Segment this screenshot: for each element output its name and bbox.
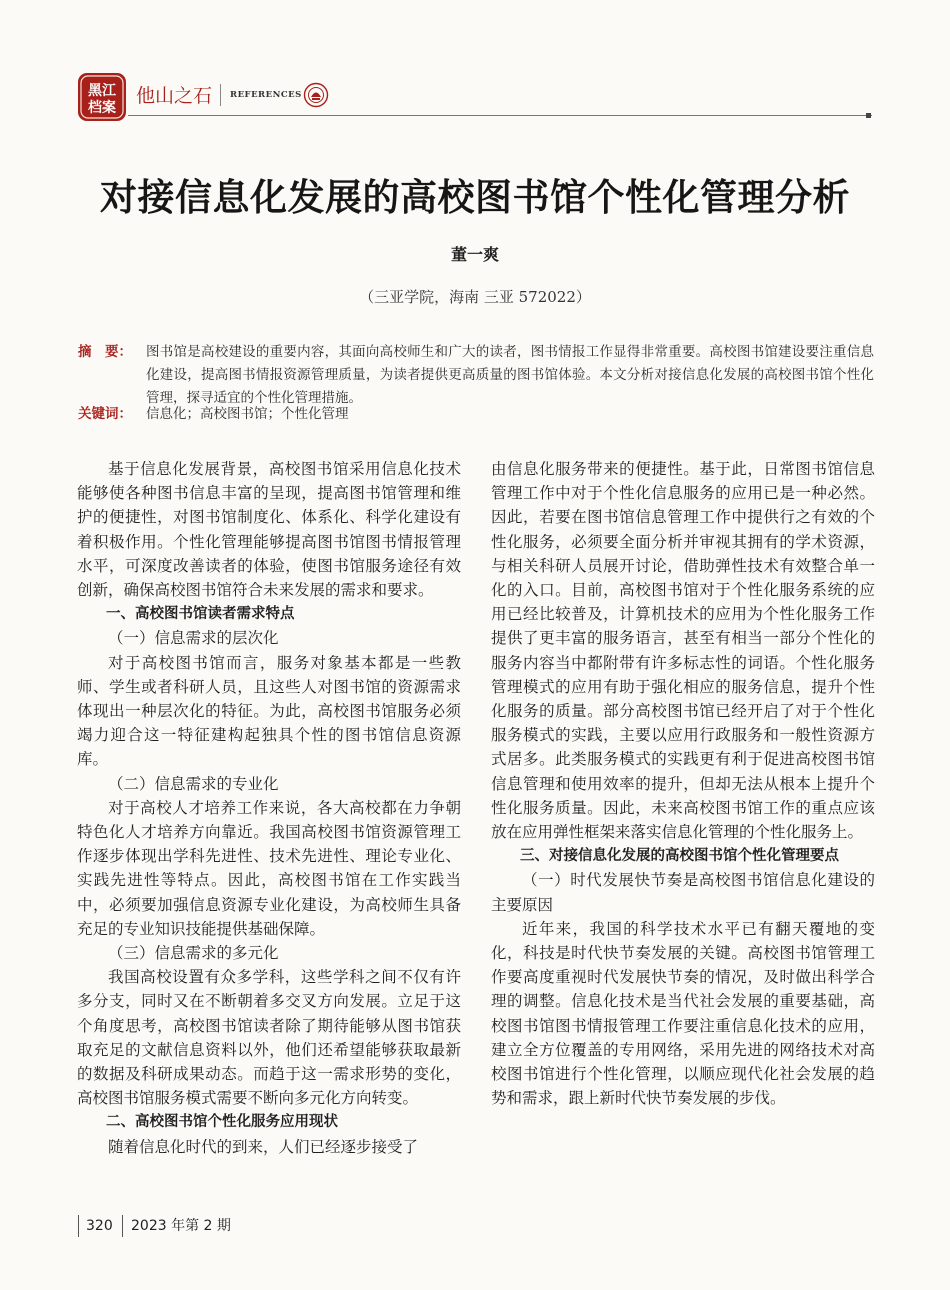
paragraph: 我国高校设置有众多学科，这些学科之间不仅有许多分支，同时又在不断朝着多交叉方向发展。立足于这个角度思考，高校图书馆读者除了期待能够从图书馆获取充足的文献信息资料以外，他们还希望能够获取最新的数据及科研成果动态。而趋于这一需求形势的变化，高校图书馆服务模式需要不断向多元化方向转变。 — [77, 968, 461, 1108]
article-author: 董一爽 — [450, 245, 499, 264]
issue-label: 2023 年第 2 期 — [131, 1218, 231, 1234]
author-affiliation: （三亚学院，海南 三亚 572022） — [359, 288, 591, 306]
paragraph: 对于高校人才培养工作来说，各大高校都在力争朝特色化人才培养方向靠近。我国高校图书馆资源管理工作逐步体现出学科先进性、技术先进性、理论专业化、实践先进性等特点。因此，高校图书馆在工作实践当中，必须要加强信息资源专业化建设，为高校师生具备充足的专业知识技能提供基础保障。 — [77, 798, 461, 938]
abstract-label: 摘 要： — [78, 344, 132, 360]
paragraph: 由信息化服务带来的便捷性。基于此，日常图书馆信息管理工作中对于个性化信息服务的应用已是一种必然。因此，若要在图书馆信息管理工作中提供行之有效的个性化服务，必须要全面分析并审视其拥有的学术资源，与相关科研人员展开讨论，借助弹性技术有效整合单一化的入口。目前，高校图书馆对于个性化服务系统的应用已经比较普及，计算机技术的应用为个性化服务工作提供了更丰富的服务语言，甚至有相当一部分个性化的服务内容当中都附带有许多标志性的词语。个性化服务管理模式的应用有助于强化相应的服务信息，提升个性化服务的质量。部分高校图书馆已经开启了对于个性化服务模式的实践，主要以应用行政服务和一般性资源方式居多。此类服务模式的实践更有利于促进高校图书馆信息管理和使用效率的提升，但却无法从根本上提升个性化服务质量。因此，未来高校图书馆工作的重点应该放在应用弹性框架来落实信息化管理的个性化服务上。 — [491, 460, 875, 842]
header-divider — [220, 84, 221, 106]
subsection-heading: （一）信息需求的层次化 — [108, 629, 279, 648]
body-column-left — [77, 457, 461, 1159]
body-column-right — [491, 457, 875, 1110]
footer-divider — [122, 1215, 123, 1237]
section-heading-2: 二、高校图书馆个性化服务应用现状 — [106, 1114, 338, 1131]
logo-text-lower: 档案 — [88, 100, 116, 116]
paragraph: 基于信息化发展背景，高校图书馆采用信息化技术能够使各种图书信息丰富的呈现，提高图书馆管理和维护的便捷性，对图书馆制度化、体系化、科学化建设有着积极作用。个性化管理能够提高图书馆图书情报管理水平，可深度改善读者的体验，使图书馆服务途径有效创新，确保高校图书馆符合未来发展的需求和要求。 — [77, 460, 461, 600]
header-rule — [128, 115, 872, 116]
page-number: 320 — [86, 1218, 113, 1234]
keywords-label: 关键词： — [78, 406, 132, 422]
paragraph: 对于高校图书馆而言，服务对象基本都是一些教师、学生或者科研人员，且这些人对图书馆的资源需求体现出一种层次化的特征。为此，高校图书馆服务必须竭力迎合这一特征建构起独具个性的图书馆信息资源库。 — [77, 653, 461, 769]
subsection-heading: （二）信息需求的专业化 — [108, 774, 279, 793]
journal-logo — [78, 73, 126, 121]
article-title: 对接信息化发展的高校图书馆个性化管理分析 — [100, 176, 850, 219]
section-references: REFERENCES — [230, 90, 302, 100]
paragraph: 随着信息化时代的到来，人们已经逐步接受了 — [108, 1137, 419, 1156]
paragraph: 近年来，我国的科学技术水平已有翻天覆地的变化，科技是时代快节奏发展的关键。高校图书馆管理工作要高度重视时代发展快节奏的情况，及时做出科学合理的调整。信息化技术是当代社会发展的重要基础，高校图书馆图书情报管理工作要注重信息化技术的应用，建立全方位覆盖的专用网络，采用先进的网络技术对高校图书馆进行个性化管理，以顺应现代化社会发展的趋势和需求，跟上新时代快节奏发展的步伐。 — [491, 919, 875, 1108]
header-rule-end — [866, 113, 871, 118]
keywords-text: 信息化；高校图书馆；个性化管理 — [146, 406, 349, 422]
subsection-heading: （三）信息需求的多元化 — [108, 944, 279, 963]
section-heading-1: 一、高校图书馆读者需求特点 — [106, 606, 295, 623]
abstract-text: 图书馆是高校建设的重要内容，其面向高校师生和广大的读者，图书情报工作显得非常重要。高校图书馆建设要注重信息化建设，提高图书情报资源管理质量，为读者提供更高质量的图书馆体验。本文分析对接信息化发展的高校图书馆个性化管理，探寻适宜的个性化管理措施。 — [146, 344, 874, 406]
subsection-heading: （一）时代发展快节奏是高校图书馆信息化建设的主要原因 — [491, 871, 875, 914]
logo-text-upper: 黑江 — [88, 83, 116, 99]
footer-divider — [78, 1215, 79, 1237]
section-name: 他山之石 — [136, 85, 213, 107]
emblem-icon — [303, 82, 329, 108]
section-heading-3: 三、对接信息化发展的高校图书馆个性化管理要点 — [520, 848, 839, 865]
